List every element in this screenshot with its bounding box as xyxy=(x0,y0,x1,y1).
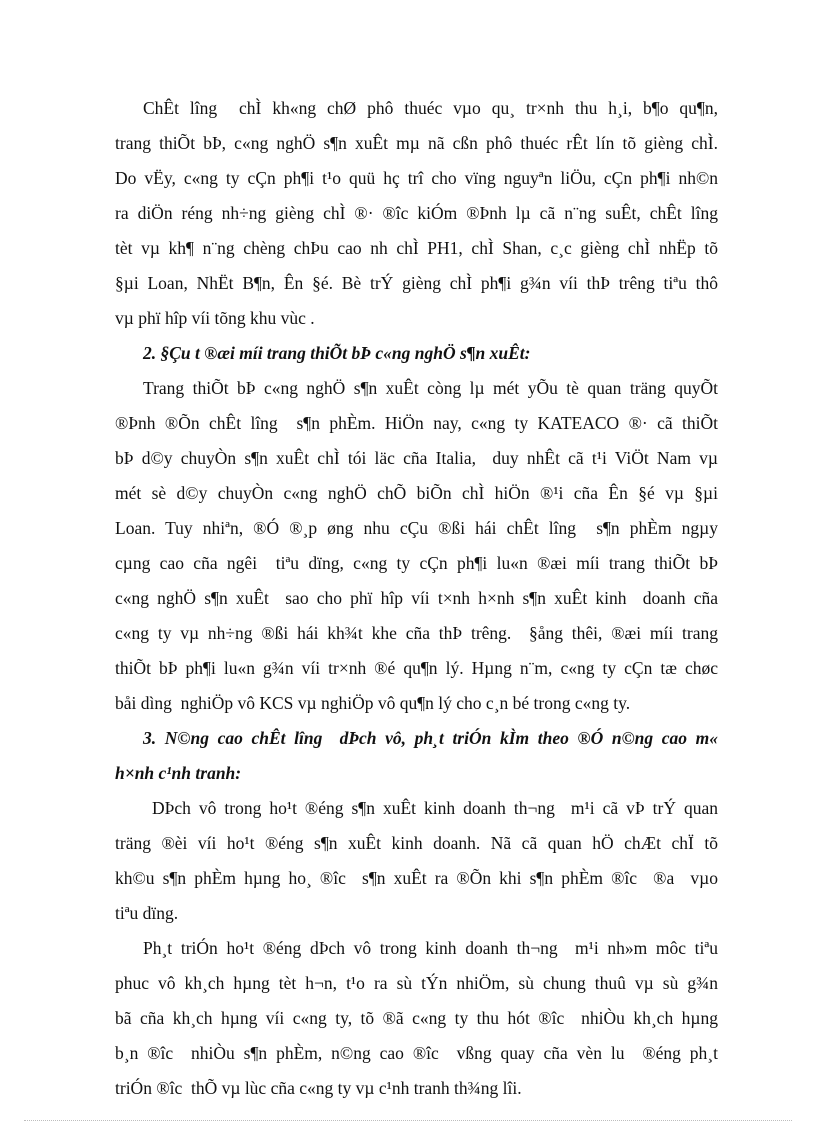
text-line: c«ng ty vµ nh÷ng ®ßi hái kh¾t khe cña thÞ trêng. §ång thêi, ®æi míi trang xyxy=(115,623,718,643)
text-line: ®Þnh ®Õn chÊt lîng s¶n phÈm. HiÖn nay, c«ng ty KATEACO ®· cã thiÕt xyxy=(115,413,718,433)
section-heading-2: 2. §Çu t ®æi míi trang thiÕt bÞ c«ng nghÖ s¶n xuÊt: xyxy=(143,343,531,363)
text-line: ChÊt lîng chÌ kh«ng chØ phô thuéc vµo qu¸ tr×nh thu h¸i, b¶o qu¶n, xyxy=(143,98,718,118)
text-line: tèt vµ kh¶ n¨ng chèng chÞu cao nh chÌ PH1, chÌ Shan, c¸c gièng chÌ nhËp tõ xyxy=(115,238,718,258)
text-line: phuc vô kh¸ch hµng tèt h¬n, t¹o ra sù tÝn nhiÖm, sù chung thuû vµ sù g¾n xyxy=(115,973,718,993)
text-line: tiªu dïng. xyxy=(115,903,179,923)
text-line: Ph¸t triÓn ho¹t ®éng dÞch vô trong kinh doanh th¬ng m¹i nh»m môc tiªu xyxy=(143,938,718,958)
text-line: träng ®èi víi ho¹t ®éng s¶n xuÊt kinh doanh. Nã cã quan hÖ chÆt chÏ tõ xyxy=(115,833,718,853)
text-line: båi dìng nghiÖp vô KCS vµ nghiÖp vô qu¶n lý cho c¸n bé trong c«ng ty. xyxy=(115,693,631,713)
text-line: Trang thiÕt bÞ c«ng nghÖ s¶n xuÊt còng lµ mét yÕu tè quan träng quyÕt xyxy=(143,378,718,398)
text-line: trang thiÕt bÞ, c«ng nghÖ s¶n xuÊt mµ nã cßn phô thuéc rÊt lín tõ gièng chÌ. xyxy=(115,133,718,153)
text-line: c«ng nghÖ s¶n xuÊt sao cho phï hîp víi t×nh h×nh s¶n xuÊt kinh doanh cña xyxy=(115,588,718,608)
text-line: thiÕt bÞ ph¶i lu«n g¾n víi tr×nh ®é qu¶n lý. Hµng n¨m, c«ng ty cÇn tæ chøc xyxy=(115,658,718,678)
text-line: cµng cao cña ngêi tiªu dïng, c«ng ty cÇn ph¶i lu«n ®æi míi trang thiÕt bÞ xyxy=(115,553,718,573)
text-line: §µi Loan, NhËt B¶n, Ên §é. Bè trÝ gièng chÌ ph¶i g¾n víi thÞ trêng tiªu thô xyxy=(115,273,718,293)
text-line: ra diÖn réng nh÷ng gièng chÌ ®· ®îc kiÓm ®Þnh lµ cã n¨ng suÊt, chÊt lîng xyxy=(115,203,718,223)
text-line: b¸n ®îc nhiÒu s¶n phÈm, n©ng cao ®îc vßng quay cña vèn lu ®éng ph¸t xyxy=(115,1043,718,1063)
heading-line: 3. N©ng cao chÊt lîng dÞch vô, ph¸t triÓn kÌm theo ®Ó n©ng cao m« xyxy=(143,728,718,748)
page-bottom-divider xyxy=(24,1120,792,1121)
text-line: triÓn ®îc thÕ vµ lùc cña c«ng ty vµ c¹nh tranh th¾ng lîi. xyxy=(115,1078,522,1098)
heading-line: h×nh c¹nh tranh: xyxy=(115,763,242,783)
text-line: mét sè d©y chuyÒn c«ng nghÖ chÕ biÕn chÌ hiÖn ®¹i cña Ên §é vµ §µi xyxy=(115,483,718,503)
text-line: bÞ d©y chuyÒn s¶n xuÊt chÌ tói läc cña Italia, duy nhÊt cã t¹i ViÖt Nam vµ xyxy=(115,448,718,468)
text-line: Loan. Tuy nhiªn, ®Ó ®¸p øng nhu cÇu ®ßi hái chÊt lîng s¶n phÈm ngµy xyxy=(115,518,718,538)
text-line: Do vËy, c«ng ty cÇn ph¶i t¹o quü hç trî cho vïng nguyªn liÖu, cÇn ph¶i nh©n xyxy=(115,168,718,188)
text-line: bã cña kh¸ch hµng víi c«ng ty, tõ ®ã c«ng ty thu hót ®îc nhiÒu kh¸ch hµng xyxy=(115,1008,718,1028)
text-line: vµ phï hîp víi tõng khu vùc . xyxy=(115,308,315,328)
text-line: kh©u s¶n phÈm hµng ho¸ ®îc s¶n xuÊt ra ®Õn khi s¶n phÈm ®îc ®a vµo xyxy=(115,868,718,888)
text-line: DÞch vô trong ho¹t ®éng s¶n xuÊt kinh doanh th¬ng m¹i cã vÞ trÝ quan xyxy=(152,798,718,818)
